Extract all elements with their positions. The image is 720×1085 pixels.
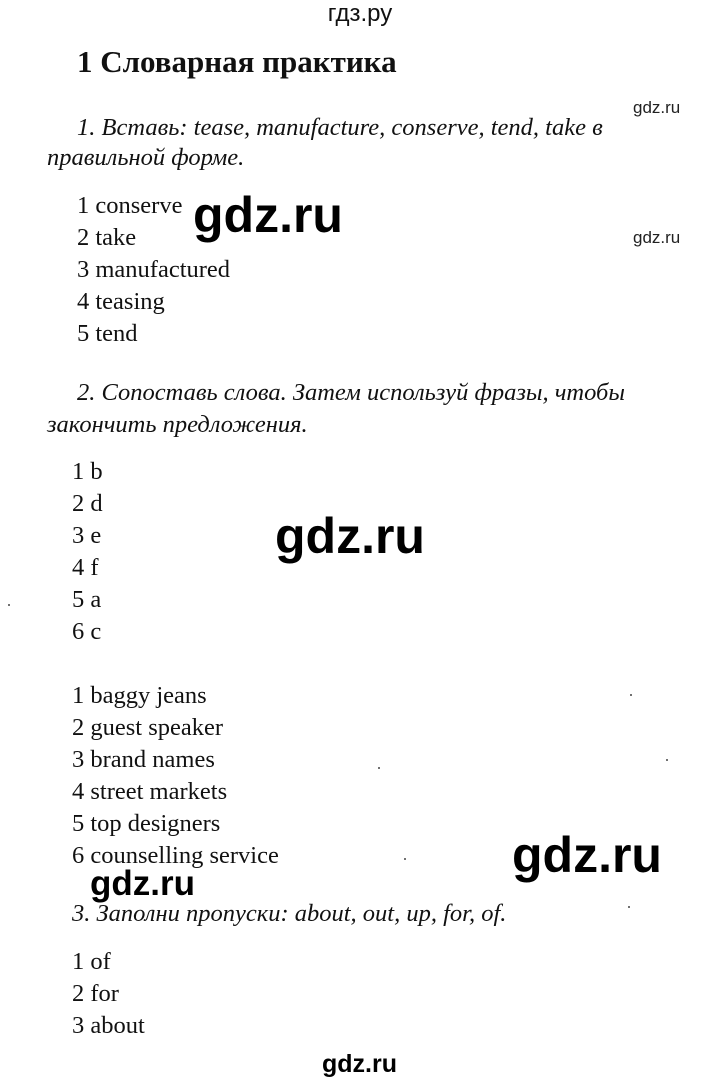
watermark-footer: gdz.ru [322,1050,397,1078]
list-item: 3 manufactured [77,256,231,283]
watermark-medium: gdz.ru [90,864,195,903]
task-3-instruction: 3. Заполни пропуски: about, out, up, for, of. [72,900,507,927]
list-item: 2 take [77,224,137,251]
list-item: 1 b [72,458,103,485]
task-3-answer-list [72,946,145,1042]
list-item: 2 d [72,490,103,517]
scan-speck [628,906,630,908]
list-item: 3 brand names [72,746,215,773]
task-1-instruction-line-2: правильной форме. [47,144,245,171]
list-item: 1 of [72,948,111,975]
watermark-large: gdz.ru [512,827,662,883]
site-header: гдз.ру [327,0,393,27]
task-2-instruction-line-2: закончить предложения. [47,411,308,438]
list-item: 5 a [72,586,102,613]
list-item: 4 teasing [77,288,165,315]
section-title: 1 Словарная практика [77,44,397,79]
task-2-instruction-line-1: 2. Сопоставь слова. Затем используй фразы, чтобы [77,379,625,406]
watermark-small: gdz.ru [633,228,681,247]
watermark-large: gdz.ru [193,187,343,243]
list-item: 5 tend [77,320,138,347]
list-item: 3 about [72,1012,145,1039]
scan-speck [8,604,10,606]
list-item: 4 street markets [72,778,228,805]
task-2-match-list [72,456,103,648]
task-2-phrase-list [72,680,279,872]
task-1-instruction-line-1: 1. Вставь: tease, manufacture, conserve, tend, take в [77,114,603,141]
list-item: 6 counselling service [72,842,279,869]
list-item: 1 baggy jeans [72,682,207,709]
list-item: 5 top designers [72,810,221,837]
list-item: 2 for [72,980,119,1007]
watermark-large: gdz.ru [275,508,425,564]
list-item: 4 f [72,554,99,581]
scan-speck [666,759,668,761]
scan-speck [378,767,380,769]
list-item: 2 guest speaker [72,714,224,741]
list-item: 3 e [72,522,102,549]
list-item: 1 conserve [77,192,183,219]
scan-speck [630,694,632,696]
list-item: 6 c [72,618,102,645]
watermark-small: gdz.ru [633,98,681,117]
scan-speck [404,858,406,860]
